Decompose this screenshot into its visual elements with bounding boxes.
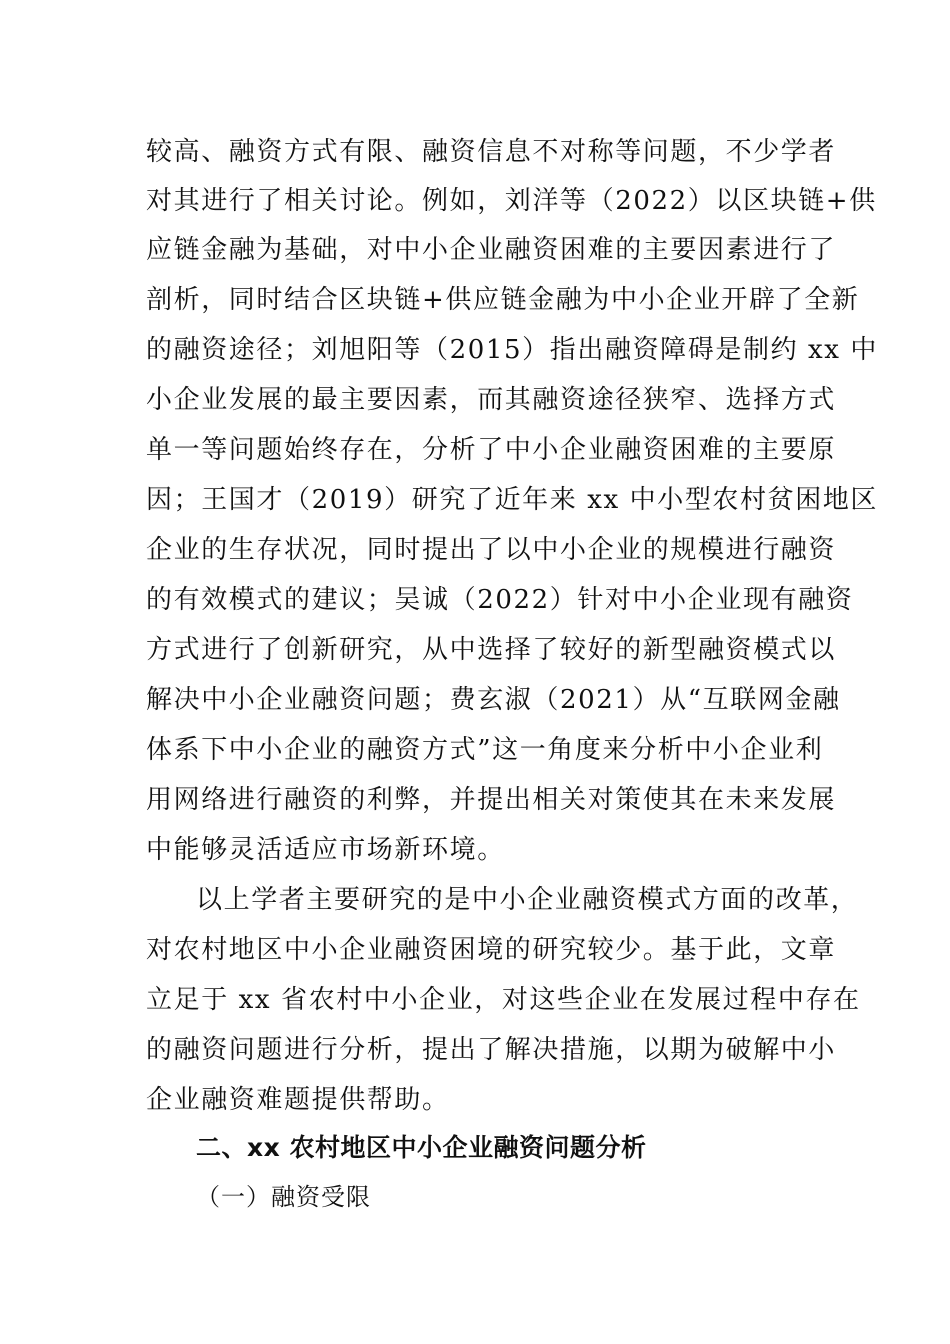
text-line: 企业的生存状况，同时提出了以中小企业的规模进行融资 <box>146 535 837 565</box>
text-line: 企业融资难题提供帮助。 <box>146 1085 450 1115</box>
text-line: 因；王国才（2019）研究了近年来 xx 中小型农村贫困地区 <box>146 485 879 515</box>
text-line: 体系下中小企业的融资方式”这一角度来分析中小企业利 <box>146 735 824 765</box>
text-line: 剖析，同时结合区块链+供应链金融为中小企业开辟了全新 <box>146 285 860 315</box>
text-line: 用网络进行融资的利弊，并提出相关对策使其在未来发展 <box>146 785 837 815</box>
text-line: 方式进行了创新研究，从中选择了较好的新型融资模式以 <box>146 635 837 665</box>
text-line: 的融资途径；刘旭阳等（2015）指出融资障碍是制约 xx 中 <box>146 335 879 365</box>
text-line: 的有效模式的建议；吴诚（2022）针对中小企业现有融资 <box>146 585 854 615</box>
text-line: 较高、融资方式有限、融资信息不对称等问题，不少学者 <box>146 137 837 167</box>
text-line: 小企业发展的最主要因素，而其融资途径狭窄、选择方式 <box>146 385 837 415</box>
text-line: 解决中小企业融资问题；费玄淑（2021）从“互联网金融 <box>146 685 841 715</box>
text-line: 以上学者主要研究的是中小企业融资模式方面的改革， <box>196 885 859 915</box>
subsection-heading: （一）融资受限 <box>196 1183 371 1211</box>
text-line: 中能够灵活适应市场新环境。 <box>146 835 505 865</box>
text-line: 单一等问题始终存在，分析了中小企业融资困难的主要原 <box>146 435 837 465</box>
section-heading: 二、xx 农村地区中小企业融资问题分析 <box>196 1133 647 1162</box>
text-line: 应链金融为基础，对中小企业融资困难的主要因素进行了 <box>146 235 837 265</box>
text-line: 对农村地区中小企业融资困境的研究较少。基于此，文章 <box>146 935 837 965</box>
text-line: 的融资问题进行分析，提出了解决措施，以期为破解中小 <box>146 1035 837 1065</box>
text-line: 对其进行了相关讨论。例如，刘洋等（2022）以区块链+供 <box>146 186 877 216</box>
text-line: 立足于 xx 省农村中小企业，对这些企业在发展过程中存在 <box>146 985 861 1015</box>
